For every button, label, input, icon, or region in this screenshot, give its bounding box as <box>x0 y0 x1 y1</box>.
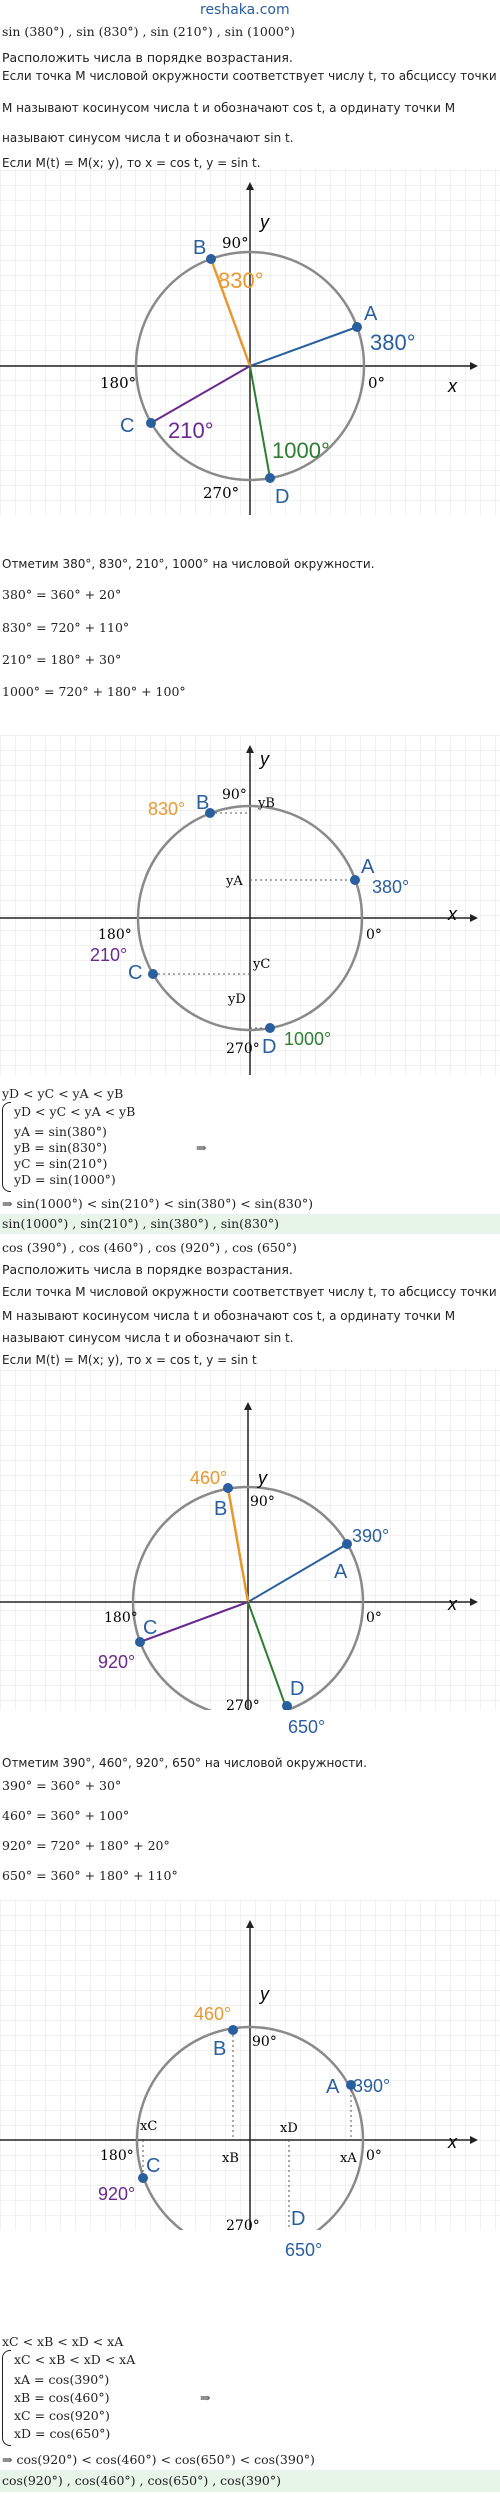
tick-180: 180° <box>100 2148 134 2164</box>
tick-90: 90° <box>252 2034 277 2050</box>
intro-expression: sin (380°) , sin (830°) , sin (210°) , sin (1000°) <box>2 24 295 39</box>
y-d-label: yD <box>228 992 246 1007</box>
system-2-line-2: xA = cos(390°) <box>14 2372 110 2387</box>
axis-x-label: x <box>448 376 457 396</box>
angle-650: 650° <box>285 2240 323 2260</box>
intro-definition-3: называют синусом числа t и обозначают sin t. <box>2 131 294 145</box>
implies-arrow: ⇒ <box>196 1140 207 1155</box>
tick-270: 270° <box>226 2218 260 2230</box>
angle-1000: 1000° <box>272 438 330 463</box>
part-2-definition-3: называют синусом числа t и обозначают sin t. <box>2 1331 294 1345</box>
label-b: B <box>196 792 210 814</box>
x-d-label: xD <box>280 2121 298 2136</box>
equation-390: 390° = 360° + 30° <box>2 1778 122 1793</box>
label-d: D <box>290 1678 305 1700</box>
figure-4-cosines <box>0 1900 500 2230</box>
equation-460: 460° = 360° + 100° <box>2 1808 130 1823</box>
sine-answer: sin(1000°) , sin(210°) , sin(380°) , sin(830°) <box>2 1216 280 1231</box>
figure-2-sines <box>0 735 500 1075</box>
equation-210: 210° = 180° + 30° <box>2 652 122 667</box>
system-brace <box>2 2350 11 2446</box>
system-brace <box>2 1102 11 1192</box>
angle-830: 830° <box>148 799 186 819</box>
tick-180: 180° <box>100 374 137 392</box>
angle-1000: 1000° <box>284 1029 332 1049</box>
equation-650: 650° = 360° + 180° + 110° <box>2 1868 178 1883</box>
tick-180: 180° <box>98 927 132 943</box>
equation-380: 380° = 360° + 20° <box>2 587 122 602</box>
system-2-line-5: xD = cos(650°) <box>14 2426 111 2441</box>
axis-x-label: x <box>448 2132 457 2152</box>
label-c: C <box>128 962 143 984</box>
part-2-definition-2: M называют косинусом числа t и обозначают cos t, а ординату точки M <box>2 1309 456 1323</box>
system-1-line-1: yD < yC < yA < yB <box>14 1104 136 1119</box>
angle-380: 380° <box>372 877 410 897</box>
system-1-line-3: yB = sin(830°) <box>14 1140 107 1155</box>
label-b: B <box>213 2038 227 2060</box>
angle-380: 380° <box>370 330 416 355</box>
angle-390: 390° <box>353 2076 391 2096</box>
axis-y-label: y <box>260 749 269 769</box>
label-c: C <box>146 2155 161 2177</box>
part-2-definition-4: Если M(t) = M(x; y), то x = cos t, y = sin t <box>2 1353 257 1367</box>
angle-920: 920° <box>98 2184 136 2204</box>
point-a <box>352 322 362 332</box>
label-c: C <box>120 415 135 437</box>
cosine-result: ⇒ cos(920°) < cos(460°) < cos(650°) < cos(390°) <box>2 2452 315 2467</box>
axis-y-label: y <box>258 1468 267 1488</box>
cosine-order: xC < xB < xD < xA <box>2 2334 124 2349</box>
point-b <box>228 2025 238 2035</box>
angle-830: 830° <box>218 268 264 293</box>
cosine-answer: cos(920°) , cos(460°) , cos(650°) , cos(390°) <box>2 2473 281 2488</box>
point-d <box>265 1023 275 1033</box>
system-2-line-3: xB = cos(460°) <box>14 2390 110 2405</box>
y-b-label: yB <box>258 796 275 811</box>
axis-y-label: y <box>260 212 269 232</box>
intro-definition-1: Если точка M числовой окружности соответствует числу t, то абсциссу точки <box>2 69 497 83</box>
x-b-label: xB <box>222 2151 239 2166</box>
label-a: A <box>334 1561 348 1583</box>
angle-210: 210° <box>90 945 128 965</box>
part-2-definition-1: Если точка M числовой окружности соответствует числу t, то абсциссу точки <box>2 1285 497 1299</box>
label-b: B <box>193 237 207 259</box>
section-2-mark: Отметим 390°, 460°, 920°, 650° на числовой окружности. <box>2 1756 367 1770</box>
tick-0: 0° <box>368 374 386 392</box>
angle-460: 460° <box>190 1468 228 1488</box>
equation-920: 920° = 720° + 180° + 20° <box>2 1838 170 1853</box>
site-logo[interactable]: reshaka.com <box>200 2 290 18</box>
figure-1-unit-circle <box>0 170 500 515</box>
x-a-label: xA <box>340 2151 357 2166</box>
tick-90: 90° <box>222 787 247 803</box>
tick-0: 0° <box>366 927 382 943</box>
tick-270: 270° <box>226 1041 260 1057</box>
equation-830: 830° = 720° + 110° <box>2 620 130 635</box>
label-c: C <box>143 1617 158 1639</box>
axis-x-label: x <box>448 904 457 924</box>
angle-210: 210° <box>168 418 214 443</box>
y-c-label: yC <box>253 957 271 972</box>
axis-x-label: x <box>448 1594 457 1614</box>
sine-result: ⇒ sin(1000°) < sin(210°) < sin(380°) < sin(830°) <box>2 1196 313 1211</box>
figure-3-unit-circle <box>0 1370 500 1710</box>
point-b <box>206 254 216 264</box>
system-1-line-5: yD = sin(1000°) <box>14 1172 116 1187</box>
system-2-line-4: xC = cos(920°) <box>14 2408 110 2423</box>
system-2-line-1: xC < xB < xD < xA <box>14 2352 136 2367</box>
tick-90: 90° <box>222 234 249 252</box>
angle-460: 460° <box>194 2004 232 2024</box>
point-c <box>146 418 156 428</box>
label-a: A <box>364 303 378 325</box>
label-a: A <box>326 2076 340 2098</box>
label-d: D <box>262 1036 277 1058</box>
tick-270: 270° <box>203 484 240 502</box>
intro-definition-2: M называют косинусом числа t и обозначают cos t, а ординату точки M <box>2 101 456 115</box>
tick-0: 0° <box>366 2148 382 2164</box>
point-d <box>265 473 275 483</box>
angle-920: 920° <box>98 1652 136 1672</box>
tick-0: 0° <box>366 1610 382 1626</box>
tick-90: 90° <box>250 1494 275 1510</box>
y-a-label: yA <box>226 874 243 889</box>
point-a <box>342 1539 352 1549</box>
equation-1000: 1000° = 720° + 180° + 100° <box>2 684 186 699</box>
label-d: D <box>291 2208 306 2230</box>
intro-task: Расположить числа в порядке возрастания. <box>2 50 293 65</box>
point-a <box>350 875 360 885</box>
tick-270: 270° <box>226 1698 260 1710</box>
angle-650: 650° <box>288 1717 326 1737</box>
label-d: D <box>275 486 290 508</box>
implies-arrow: ⇒ <box>200 2390 211 2405</box>
part-2-task: Расположить числа в порядке возрастания. <box>2 1262 293 1277</box>
axis-y-label: y <box>260 1984 269 2004</box>
system-1-line-2: yA = sin(380°) <box>14 1124 107 1139</box>
part-2-expression: cos (390°) , cos (460°) , cos (920°) , cos (650°) <box>2 1240 297 1255</box>
x-c-label: xC <box>140 2119 158 2134</box>
system-1-line-4: yC = sin(210°) <box>14 1156 108 1171</box>
label-a: A <box>361 856 375 878</box>
label-b: B <box>214 1498 228 1520</box>
sine-order: yD < yC < yA < yB <box>2 1086 124 1101</box>
section-1-mark: Отметим 380°, 830°, 210°, 1000° на числовой окружности. <box>2 557 375 571</box>
angle-390: 390° <box>352 1526 390 1546</box>
point-c <box>148 969 158 979</box>
intro-definition-4: Если M(t) = M(x; y), то x = cos t, y = sin t. <box>2 156 261 170</box>
tick-180: 180° <box>104 1610 138 1626</box>
